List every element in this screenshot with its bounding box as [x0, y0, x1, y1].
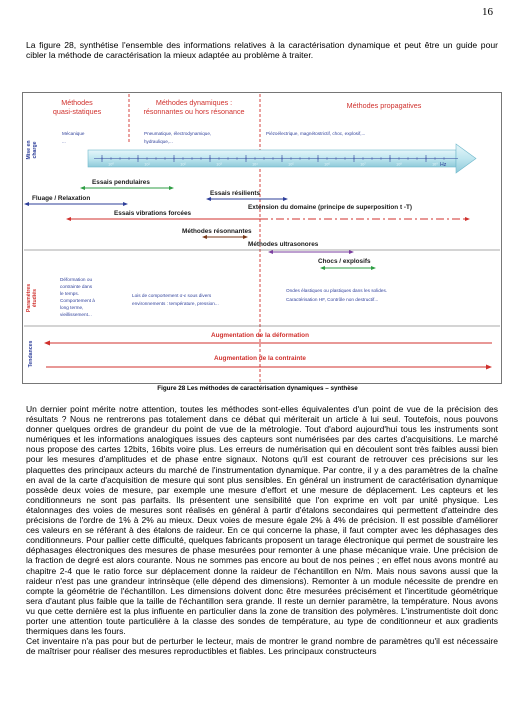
label-resonnantes: Méthodes résonnantes	[182, 228, 252, 235]
label-tend-deformation: Augmentation de la déformation	[211, 332, 309, 339]
freq-tick-label: 10¹	[144, 162, 150, 167]
param-col3-2: Caractérisation HF, Contrôle non destructif...	[286, 297, 379, 302]
freq-tick-label: 10⁵	[288, 162, 294, 167]
mise-col3: Piézoélectrique, magnétostrictif, choc, explosif,...	[266, 131, 366, 136]
col3-title: Méthodes propagatives	[346, 101, 422, 110]
freq-tick-label: 10⁸	[396, 162, 402, 167]
param-col2-1: Lois de comportement σ-ε sous divers	[132, 293, 212, 298]
label-vibrations: Essais vibrations forcées	[114, 210, 192, 217]
mise-col1-1: Mécanique	[62, 131, 85, 136]
side-label-param-2: étudiés	[32, 288, 38, 308]
svg-text:le temps.: le temps.	[60, 291, 80, 296]
label-ultrasonores: Méthodes ultrasonores	[248, 241, 319, 248]
side-label-mise-2: charge	[32, 141, 38, 159]
mise-col2-1: Pneumatique, électrodynamique,	[144, 131, 212, 136]
svg-text:vieillissement...: vieillissement...	[60, 312, 92, 317]
page-number: 16	[482, 6, 493, 18]
side-label-tendances: Tendances	[28, 340, 34, 368]
label-essais-pendulaires: Essais pendulaires	[92, 179, 150, 186]
freq-tick-label: 10⁶	[324, 162, 330, 167]
param-col3-1: Ondes élastiques ou plastiques dans les solides.	[286, 288, 388, 293]
side-label-mise-1: Mise en	[26, 140, 32, 160]
svg-text:long terme,: long terme,	[60, 305, 84, 310]
mise-col2-2: hydraulique,...	[144, 139, 173, 144]
figure-28	[22, 92, 502, 384]
param-col2-2: environnements : température, pression...	[132, 301, 219, 306]
freq-tick-label: 10⁷	[360, 162, 366, 167]
col1-title-2: quasi-statiques	[52, 107, 102, 116]
svg-text:Déformation ou: Déformation ou	[60, 277, 93, 282]
figure-caption: Figure 28 Les méthodes de caractérisation dynamiques – synthèse	[157, 385, 358, 392]
label-essais-resilients: Essais résilients	[210, 190, 261, 197]
freq-tick-label: 10⁹	[432, 162, 438, 167]
freq-tick-label: 10²	[180, 162, 186, 167]
body-paragraph: Cet inventaire n'a pas pour but de perturber le lecteur, mais de montrer le grand nombre de paramètres qu'il est nécessaire de maîtriser pour réaliser des mesures reproductibles et fiables. Les principaux constructeurs	[26, 636, 498, 657]
col2-title-2: résonnantes ou hors résonance	[143, 107, 245, 116]
label-tend-contrainte: Augmentation de la contrainte	[214, 355, 306, 362]
figure-frame	[23, 93, 502, 384]
side-label-param-1: Paramètres	[26, 283, 32, 313]
svg-text:Comportement à: Comportement à	[60, 298, 95, 303]
label-chocs: Chocs / explosifs	[318, 258, 371, 265]
svg-text:contrainte dans: contrainte dans	[60, 284, 93, 289]
mise-col1-2: ...	[62, 139, 66, 144]
param-col1	[60, 277, 95, 317]
body-text	[26, 404, 498, 656]
freq-tick-label: 10⁰	[108, 162, 114, 167]
label-fluage: Fluage / Relaxation	[32, 195, 91, 202]
col2-title-1: Méthodes dynamiques :	[155, 98, 233, 107]
col1-title-1: Méthodes	[61, 98, 93, 107]
intro-paragraph: La figure 28, synthétise l'ensemble des informations relatives à la caractérisation dynamique et peut être un guide pour cibler la méthode de caractérisation la mieux adaptée au problème à traiter.	[26, 40, 498, 61]
freq-tick-label: 10³	[216, 162, 222, 167]
frequency-axis	[88, 144, 476, 173]
freq-unit-label: Hz	[440, 162, 447, 168]
label-extension: Extension du domaine (principe de superposition t -T)	[248, 204, 413, 211]
freq-tick-label: 10⁴	[252, 162, 258, 167]
body-paragraph: Un dernier point mérite notre attention, toutes les méthodes sont-elles équivalentes d'un point de vue de la précision des résultats ? Nous ne rentrerons pas totalement dans ce débat qui mériterait un article à lui seul. Toutefois, nous pouvons donner quelques ordres de grandeur du point de vue de la métrologie. Tout d'abord aujourd'hui tous les instruments sont numériques et les informations analogiques issues des capteurs sont numérisées par des cartes d'acquisitions. Le marché nous propose des cartes 12bits, 16bits voire plus. Les erreurs de numérisation qui en découlent sont très faibles aussi bien pour les mesures d'amplitudes et de phase entre signaux. Notons qu'il est courant de retrouver ces précisions sur les plaquettes des principaux acteurs du marché de l'instrumentation dynamique. Par contre, il y a des paramètres de la chaîne en aval de la carte d'acquisition de mesure qui sont plus sensibles. En général un instrument de caractérisation dynamique possède deux voies de mesure, par exemple une mesure d'effort et une mesure de déplacement. Les capteurs et les conditionneurs ne sont pas parfaits. Ils présentent une sensibilité que l'on exprime en volt par unité physique. Les étalonnages des voies de mesures sont réalisés en général à partir d'étalons secondaires qui permettent d'atteindre des précisions de l'ordre de 1% à 2% au mieux. Deux voies de mesure égale 2% à 4% de précision. Il est possible d'améliorer ces valeurs en se référant à des étalons de raideur. En ce qui concerne la phase, il faut compter avec les déphasages des conditionneurs. Pour pallier cette difficulté, quelques fabricants proposent un tarage électronique qui permet de soustraire les déphasages électroniques des mesures de phase mesurées pour remonter à une phase mécanique vraie. Une précision de la fraction de degré est alors courante. Nous ne sommes pas encore au bout de nos peines ; en effet nous avons montré au chapitre 2-4 que le ratio force sur déplacement donne la raideur de l'échantillon en N/m. Mais nous savons aussi que la raideur n'est pas une grandeur intrinsèque (elle dépend des dimensions). Remonter à un module nécessite de prendre en compte la géométrie de l'échantillon. Les dimensions doivent donc être mesurées précisément et l'incertitude géométrique sera d'autant plus faible que la taille de l'échantillon sera grande. Il reste un dernier paramètre, la température. Nous avons vu que cette dernière est la plus influente en particulier dans la zone de transition des polymères. L'instrumentiste doit donc porter une attention toute particulière à la classe des sondes de température, au type de conditionneur et aux gradients thermiques dans les fours.	[26, 404, 498, 637]
